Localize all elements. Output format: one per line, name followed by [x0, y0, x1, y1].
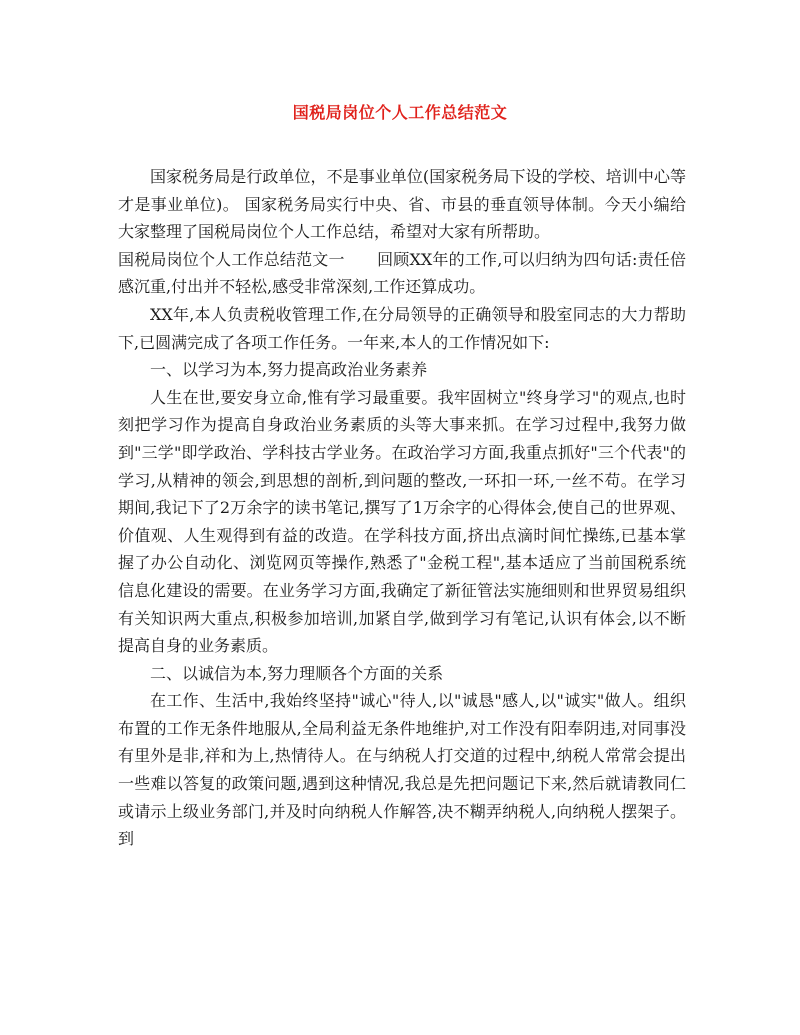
section-heading-study: 一、以学习为本,努力提高政治业务素养: [150, 360, 428, 380]
paragraph-study: 人生在世,要安身立命,惟有学习最重要。我牢固树立"终身学习"的观点,也时刻把学习作为提高自身政治业务素质的头等大事来抓。在学习过程中,我努力做到"三学"即学政治、学科技古学业务。在政治学习方面,我重点抓好"三个代表"的学习,从精神的领会,到思想的剖析,到问题的整改,一环扣一环,一丝不苟。在学习期间,我记下了2万余字的读书笔记,撰写了1万余字的心得体会,使自己的世界观、价值观、人生观得到有益的改造。在学科技方面,挤出点滴时间忙操练,已基本掌握了办公自动化、浏览网页等操作,熟悉了"金税工程",基本适应了当前国税系统信息化建设的需要。在业务学习方面,我确定了新征管法实施细则和世界贸易组织有关知识两大重点,积极参加培训,加紧自学,做到学习有笔记,认识有体会,以不断提高自身的业务素质。: [118, 387, 686, 656]
paragraph-intro: 国家税务局是行政单位，不是事业单位(国家税务局下设的学校、培训中心等才是事业单位)。 国家税务局实行中央、省、市县的垂直领导体制。今天小编给大家整理了国税局岗位个人工作总结，希望对大家有所帮助。: [118, 167, 686, 242]
document-body: [118, 163, 686, 853]
section-heading-integrity: 二、以诚信为本,努力理顺各个方面的关系: [150, 663, 444, 683]
paragraph-sample-one-opening: 国税局岗位个人工作总结范文一 回顾XX年的工作,可以归纳为四句话:责任倍感沉重,付出并不轻松,感受非常深刻,工作还算成功。: [118, 249, 686, 297]
paragraph-year-summary: XX年,本人负责税收管理工作,在分局领导的正确领导和股室同志的大力帮助下,已圆满完成了各项工作任务。一年来,本人的工作情况如下:: [118, 304, 686, 352]
paragraph-integrity: 在工作、生活中,我始终坚持"诚心"待人,以"诚恳"感人,以"诚实"做人。组织布置的工作无条件地服从,全局利益无条件地维护,对工作没有阳奉阴违,对同事没有里外是非,祥和为上,热情待人。在与纳税人打交道的过程中,纳税人常常会提出一些难以答复的政策问题,遇到这种情况,我总是先把问题记下来,然后就请教同仁或请示上级业务部门,并及时向纳税人作解答,决不糊弄纳税人,向纳税人摆架子。到: [118, 691, 686, 849]
document-title: 国税局岗位个人工作总结范文: [292, 103, 508, 122]
